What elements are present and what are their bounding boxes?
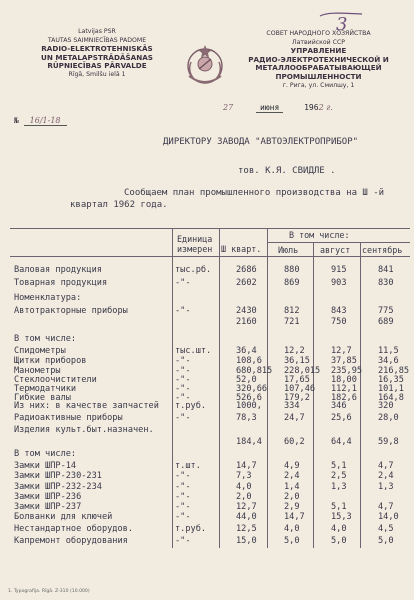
row-month-3: 5,0	[378, 536, 394, 546]
row-name: Номенклатура:	[14, 293, 82, 303]
header-unit-line1: Единица	[177, 234, 213, 244]
header-month-2: август	[320, 245, 351, 255]
row-month-1: 60,2	[284, 437, 305, 447]
row-unit: -"-	[175, 512, 191, 522]
row-quarter: 2160	[236, 317, 257, 327]
date-day: 27	[223, 103, 234, 112]
handnote-text: 3	[336, 14, 348, 35]
row-name: Изделия культ.быт.назначен.	[14, 425, 154, 435]
row-quarter: 4,0	[236, 482, 252, 492]
row-month-1: 4,9	[284, 461, 300, 471]
table-row	[14, 471, 410, 482]
table-row	[14, 401, 410, 412]
header-right-line1: СОВЕТ НАРОДНОГО ХОЗЯЙСТВА	[266, 30, 371, 37]
row-month-2: 25,6	[331, 413, 352, 423]
row-quarter: 52,0	[236, 375, 257, 385]
row-month-2: 915	[331, 265, 347, 275]
row-month-2: 5,1	[331, 502, 347, 512]
row-month-1: 812	[284, 306, 300, 316]
row-quarter: 184,4	[236, 437, 262, 447]
row-month-3: 164,8	[378, 393, 404, 403]
row-month-2: 235,95	[331, 366, 363, 376]
row-month-3: 830	[378, 278, 394, 288]
row-unit: -"-	[175, 536, 191, 546]
header-month-1: Июль	[278, 245, 299, 255]
row-month-1: 2,9	[284, 502, 300, 512]
header-group: В том числе:	[289, 230, 350, 240]
row-month-2: 903	[331, 278, 347, 288]
row-quarter: 680,815	[236, 366, 273, 376]
row-month-1: 5,0	[284, 536, 300, 546]
table-row	[14, 334, 410, 345]
row-quarter: 2430	[236, 306, 257, 316]
header-left-line5: RŪPNIECĪBAS PĀRVALDE	[47, 61, 147, 71]
row-month-2: 64,4	[331, 437, 352, 447]
reg-label: №	[14, 116, 19, 125]
row-quarter: 108,6	[236, 356, 262, 366]
header-right-line5: МЕТАЛЛООБРАБАТЫВАЮЩЕЙ	[255, 63, 382, 73]
table-top-rule	[10, 228, 410, 229]
row-quarter: 12,7	[236, 502, 257, 512]
row-name: Замки ШПР-236	[14, 492, 82, 502]
row-name: Замки ШПР-14	[14, 461, 77, 471]
row-month-3: 16,35	[378, 375, 404, 385]
row-month-2: 1,3	[331, 482, 347, 492]
table-subheader-rule	[267, 242, 410, 243]
row-month-1: 2,0	[284, 492, 300, 502]
table-row	[14, 317, 410, 328]
table-row	[14, 536, 410, 547]
table-row	[14, 437, 410, 448]
row-month-3: 4,5	[378, 524, 394, 534]
row-month-3: 4,7	[378, 461, 394, 471]
row-month-3: 2,4	[378, 471, 394, 481]
row-month-1: 107,46	[284, 384, 316, 394]
row-name: Замки ШПР-237	[14, 502, 82, 512]
row-name: Радиоактивные приборы	[14, 413, 123, 423]
row-quarter: 36,4	[236, 346, 257, 356]
row-unit: -"-	[175, 278, 191, 288]
row-name: В том числе:	[14, 334, 77, 344]
table-row	[14, 524, 410, 535]
row-month-1: 334	[284, 401, 300, 411]
header-quarter: Ш кварт.	[221, 244, 262, 254]
row-month-3: 14,0	[378, 512, 399, 522]
row-month-3: 775	[378, 306, 394, 316]
header-right	[236, 30, 401, 90]
row-quarter: 2,0	[236, 492, 252, 502]
row-quarter: 44,0	[236, 512, 257, 522]
row-month-1: 4,0	[284, 524, 300, 534]
row-month-2: 843	[331, 306, 347, 316]
row-quarter: 2686	[236, 265, 257, 275]
row-month-3: 59,8	[378, 437, 399, 447]
row-quarter: 526,6	[236, 393, 262, 403]
row-unit: т.руб.	[175, 524, 207, 534]
row-month-2: 15,3	[331, 512, 352, 522]
row-unit: т.шт.	[175, 461, 201, 471]
row-name: Спидометры	[14, 346, 66, 356]
row-name: Валовая продукция	[14, 265, 102, 275]
row-month-1: 36,15	[284, 356, 310, 366]
row-month-3: 28,0	[378, 413, 399, 423]
row-quarter: 2602	[236, 278, 257, 288]
row-month-3: 101,1	[378, 384, 404, 394]
row-unit: -"-	[175, 384, 191, 394]
reg-number: 16/1-18	[24, 116, 67, 126]
header-left-line3: RADIO-ELEKTROTEHNISKĀS	[41, 44, 153, 54]
table-row	[14, 413, 410, 424]
table-row	[14, 278, 410, 289]
intro-line1: Сообщаем план промышленного производства на Ш -й	[124, 188, 385, 198]
row-month-2: 346	[331, 401, 347, 411]
table-row	[14, 293, 410, 304]
row-month-3: 11,5	[378, 346, 399, 356]
row-month-1: 880	[284, 265, 300, 275]
row-month-3: 34,6	[378, 356, 399, 366]
row-unit: тыс.рб.	[175, 265, 212, 275]
row-month-2: 12,7	[331, 346, 352, 356]
row-month-3: 841	[378, 265, 394, 275]
row-unit: -"-	[175, 306, 191, 316]
row-unit: -"-	[175, 492, 191, 502]
header-month-3: сентябрь	[362, 245, 403, 255]
row-month-3: 216,85	[378, 366, 410, 376]
row-name: Из них: в качестве запчастей	[14, 401, 159, 411]
row-quarter: 78,3	[236, 413, 257, 423]
row-unit: -"-	[175, 375, 191, 385]
row-unit: -"-	[175, 413, 191, 423]
header-right-line2: Латвийской ССР	[291, 38, 346, 46]
date-year-suffix: 2 г.	[318, 103, 333, 112]
row-month-2: 5,0	[331, 536, 347, 546]
row-name: Замки ШПР-232-234	[14, 482, 102, 492]
row-month-1: 179,2	[284, 393, 310, 403]
row-name: Нестандартное оборудов.	[14, 524, 133, 534]
row-month-2: 5,1	[331, 461, 347, 471]
row-month-2: 182,6	[331, 393, 357, 403]
row-name: Термодатчики	[14, 384, 77, 394]
table-row	[14, 265, 410, 276]
row-quarter: 12,5	[236, 524, 257, 534]
row-month-2: 2,5	[331, 471, 347, 481]
table-row	[14, 512, 410, 523]
row-month-1: 869	[284, 278, 300, 288]
row-unit: -"-	[175, 356, 191, 366]
intro-line2: квартал 1962 года.	[70, 200, 168, 210]
row-month-1: 228,015	[284, 366, 321, 376]
row-month-2: 112,1	[331, 384, 357, 394]
row-quarter: 7,3	[236, 471, 252, 481]
row-unit: -"-	[175, 366, 191, 376]
row-name: Стеклоочистители	[14, 375, 97, 385]
header-right-line4: РАДИО-ЭЛЕКТРОТЕХНИЧЕСКОЙ И	[248, 54, 389, 64]
table-row	[14, 306, 410, 317]
row-month-3: 4,7	[378, 502, 394, 512]
row-month-3: 689	[378, 317, 394, 327]
row-month-1: 1,4	[284, 482, 300, 492]
header-right-line6: ПРОМЫШЛЕННОСТИ	[275, 71, 362, 81]
row-month-3: 320	[378, 401, 394, 411]
header-right-line7: г. Рига, ул. Смилшу, 1	[282, 81, 355, 89]
header-right-line3: УПРАВЛЕНИЕ	[290, 46, 347, 56]
row-unit: -"-	[175, 502, 191, 512]
row-name: Автотракторные приборы	[14, 306, 128, 316]
row-unit: т.руб.	[175, 401, 207, 411]
header-left-line4: UN METALAPSTRĀDĀŠANAS	[41, 52, 153, 62]
row-month-2: 750	[331, 317, 347, 327]
row-quarter: 1000,	[236, 401, 262, 411]
row-month-2: 4,0	[331, 524, 347, 534]
row-name: Болванки для ключей	[14, 512, 113, 522]
header-left	[22, 28, 172, 80]
row-month-1: 14,7	[284, 512, 305, 522]
row-unit: -"-	[175, 471, 191, 481]
row-name: Замки ШПР-230-231	[14, 471, 102, 481]
row-quarter: 14,7	[236, 461, 257, 471]
header-left-line6: Rīgā, Smilšu ielā 1	[68, 70, 126, 78]
row-name: Щитки приборов	[14, 356, 87, 366]
row-month-2: 37,85	[331, 356, 357, 366]
row-month-1: 17,65	[284, 375, 310, 385]
header-left-line2: TAUTAS SAIMNIECĪBAS PADOME	[47, 36, 147, 44]
row-month-2: 18,00	[331, 375, 357, 385]
date-line	[223, 103, 333, 112]
recipient-name: тов. К.Я. СВИДЛЕ .	[238, 166, 336, 176]
header-unit-line2: измерен	[177, 244, 213, 254]
state-emblem-icon	[177, 42, 233, 88]
recipient: ДИРЕКТОРУ ЗАВОДА "АВТОЭЛЕКТРОПРИБОР"	[163, 137, 359, 147]
row-unit: -"-	[175, 482, 191, 492]
row-month-1: 721	[284, 317, 300, 327]
table-row	[14, 449, 410, 460]
row-name: Капремонт оборудования	[14, 536, 128, 546]
row-name: Гибкие валы	[14, 393, 71, 403]
row-quarter: 320,66	[236, 384, 268, 394]
printer-footer: 1. Typografija. Rīgā. Z-310 (10.000)	[8, 589, 90, 594]
row-month-1: 24,7	[284, 413, 305, 423]
row-month-1: 12,2	[284, 346, 305, 356]
row-unit: тыс.шт.	[175, 346, 212, 356]
row-month-3: 1,3	[378, 482, 394, 492]
header-left-line1: Latvijas PSR	[78, 28, 116, 35]
row-name: В том числе:	[14, 449, 77, 459]
date-month: июня	[256, 103, 283, 113]
row-name: Манометры	[14, 366, 61, 376]
row-quarter: 15,0	[236, 536, 257, 546]
date-year-prefix: 196	[304, 103, 319, 112]
table-row	[14, 425, 410, 436]
table-header-rule	[10, 256, 410, 257]
registration-number	[14, 116, 67, 125]
row-unit: -"-	[175, 393, 191, 403]
row-month-1: 2,4	[284, 471, 300, 481]
row-name: Товарная продукция	[14, 278, 108, 288]
